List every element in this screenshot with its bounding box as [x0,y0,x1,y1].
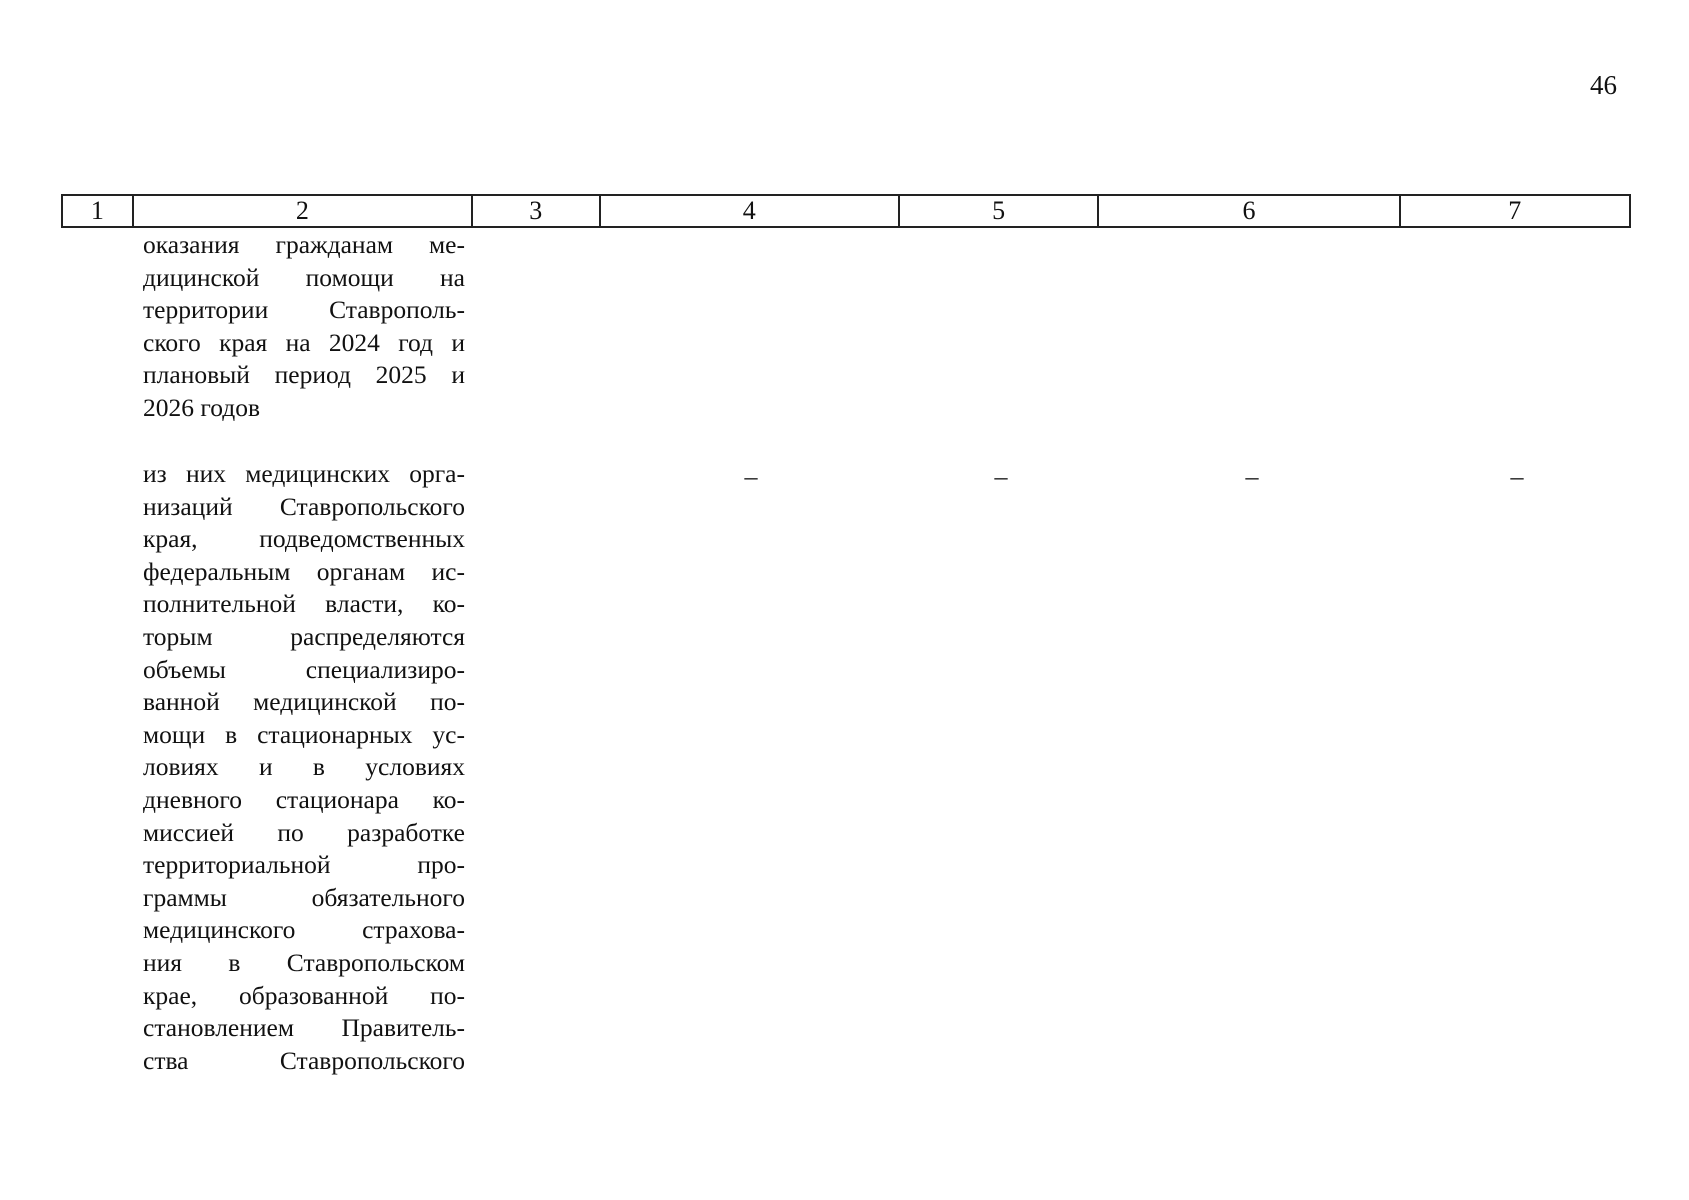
text-line: медицинского страхова- [143,915,465,945]
text-line: территории Ставрополь- [143,295,465,325]
cell-col6-dash: – [1245,462,1259,491]
text-line: полнительной власти, ко- [143,589,465,619]
text-line: граммы обязательного [143,882,465,912]
text-line: ского края на 2024 год и [143,327,465,357]
text-line: торым распределяются [143,621,465,651]
text-line: становлением Правитель- [143,1013,465,1043]
text-line: объемы специализиро- [143,654,465,684]
text-line: миссией по разработке [143,817,465,847]
text-line: крае, образованной по- [143,980,465,1010]
page-number: 46 [1590,70,1617,100]
table-header-row [61,194,1631,228]
column-header-7: 7 [1508,196,1522,225]
text-line: ства Ставропольского [143,1045,465,1075]
cell-col5-dash: – [994,462,1008,491]
text-line: территориальной про- [143,850,465,880]
text-line: дневного стационара ко- [143,784,465,814]
cell-col7-dash: – [1510,462,1524,491]
column-header-5: 5 [900,196,1099,226]
text-line: низаций Ставропольского [143,491,465,521]
text-line: края, подведомственных [143,524,465,554]
text-line: федеральным органам ис- [143,556,465,586]
text-line: из них медицинских орга- [143,459,465,488]
column-header-2: 2 [134,196,473,226]
column-header-6: 6 [1099,196,1400,226]
text-line: ния в Ставропольском [143,947,465,977]
text-line: ловиях и в условиях [143,752,465,782]
text-line: плановый период 2025 и [143,360,465,390]
row-description-continued [143,229,465,425]
text-line: ванной медицинской по- [143,687,465,717]
text-line: 2026 годов [143,392,260,422]
cell-col4-dash: – [744,462,758,491]
text-line: мощи в стационарных ус- [143,719,465,749]
column-header-1: 1 [63,196,134,226]
row-description-subitem [143,458,465,1077]
column-header-4: 4 [601,196,900,226]
column-header-3: 3 [473,196,601,226]
text-line: оказания гражданам ме- [143,230,465,259]
text-line: дицинской помощи на [143,262,465,292]
